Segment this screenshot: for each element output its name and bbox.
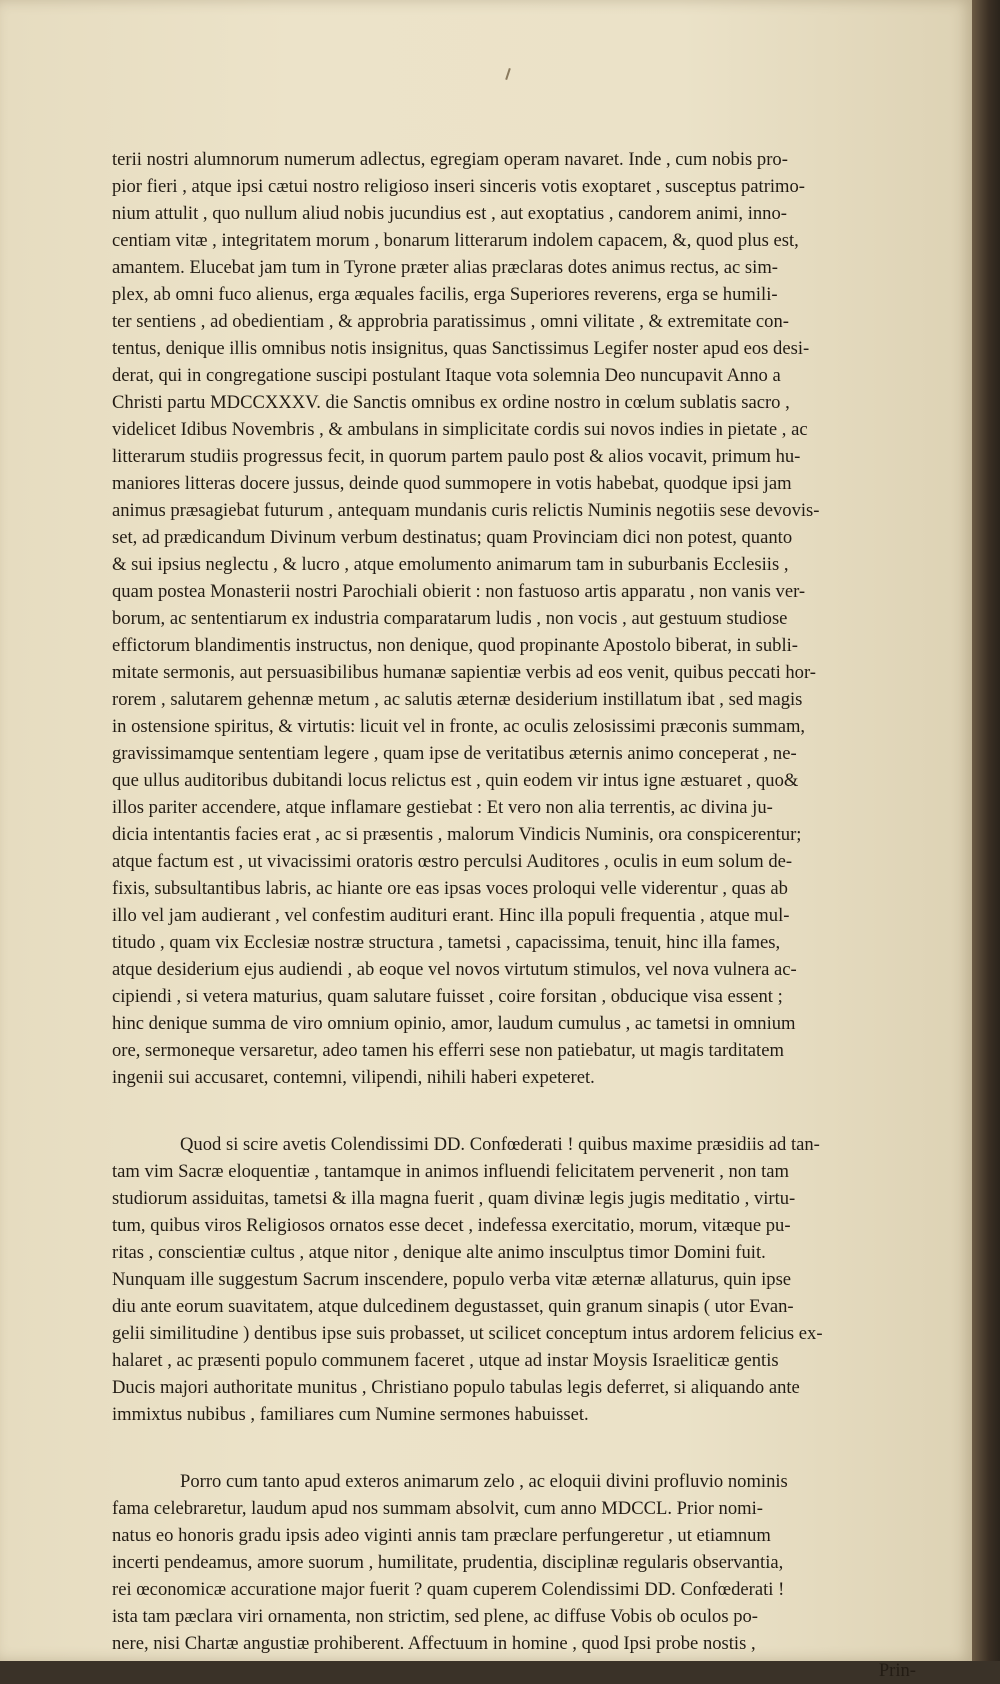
ink-mark [505, 68, 511, 80]
text-line: tum, quibus viros Religiosos ornatos esse decet , indefessa exercitatio, morum, vitæque pu- [112, 1215, 791, 1236]
text-line: immixtus nubibus , familiares cum Numine sermones habuisset. [112, 1404, 589, 1425]
text-line: Quod si scire avetis Colendissimi DD. Confœderati ! quibus maxime præsidiis ad tan- [180, 1134, 820, 1155]
text-line: litterarum studiis progressus fecit, in quorum partem paulo post & alios vocavit, primum hu- [112, 446, 801, 467]
text-line: set, ad prædicandum Divinum verbum destinatus; quam Provinciam dici non potest, quanto [112, 527, 793, 548]
text-line: maniores litteras docere jussus, deinde quod summopere in votis habebat, quodque ipsi jam [112, 473, 792, 494]
paragraph-3 [112, 1468, 920, 1657]
text-line: fama celebraretur, laudum apud nos summam absolvit, cum anno MDCCL. Prior nomi- [112, 1498, 763, 1519]
text-line: diu ante eorum suavitatem, atque dulcedinem degustasset, quin granum sinapis ( utor Evan- [112, 1296, 794, 1317]
text-line: pior fieri , atque ipsi cætui nostro religioso inseri sinceris votis exoptaret , susceptus patrimo- [112, 176, 805, 197]
text-line: rorem , salutarem gehennæ metum , ac salutis æternæ desiderium instillatum ibat , sed magis [112, 689, 803, 710]
text-line: ore, sermoneque versaretur, adeo tamen his efferri sese non patiebatur, ut magis tarditatem [112, 1040, 784, 1061]
text-line: quam postea Monasterii nostri Parochiali obierit : non fastuoso artis apparatu , non vanis ver- [112, 581, 806, 602]
text-line: mitate sermonis, aut persuasibilibus humanæ sapientiæ verbis ad eos venit, quibus peccati hor- [112, 662, 816, 683]
body-text [112, 146, 920, 1684]
text-line: halaret , ac præsenti populo communem faceret , utque ad instar Moysis Israeliticæ gentis [112, 1350, 779, 1371]
text-line: & sui ipsius neglectu , & lucro , atque emolumento animarum tam in suburbanis Ecclesiis , [112, 554, 789, 575]
text-line: dicia intentantis facies erat , ac si præsentis , malorum Vindicis Numinis, ora conspicerentur; [112, 824, 802, 845]
text-line: ter sentiens , ad obedientiam , & approbria paratissimus , omni vilitate , & extremitate con- [112, 311, 789, 332]
text-line: studiorum assiduitas, tametsi & illa magna fuerit , quam divinæ legis jugis meditatio , virtu- [112, 1188, 796, 1209]
text-line: atque desiderium ejus audiendi , ab eoque vel novos virtutum stimulos, vel nova vulnera ac- [112, 959, 797, 980]
text-line: ingenii sui accusaret, contemni, vilipendi, nihili haberi expeteret. [112, 1067, 595, 1088]
text-line: illo vel jam audierant , vel confestim audituri erant. Hinc illa populi frequentia , atque mul- [112, 905, 790, 926]
text-line: plex, ab omni fuco alienus, erga æquales facilis, erga Superiores reverens, erga se humili- [112, 284, 778, 305]
text-line: Nunquam ille suggestum Sacrum inscendere, populo verba vitæ æternæ allaturus, quin ipse [112, 1269, 792, 1290]
text-line: que ullus auditoribus dubitandi locus relictus est , quin eodem vir intus igne æstuaret , quo& [112, 770, 799, 791]
paragraph-2 [112, 1131, 920, 1428]
text-line: natus eo honoris gradu ipsis adeo viginti annis tam præclare perfungeretur , ut etiamnum [112, 1525, 771, 1546]
text-line: cipiendi , si vetera maturius, quam salutare fuisset , coire forsitan , obducique visa essent ; [112, 986, 783, 1007]
book-binding-edge [972, 0, 1000, 1661]
text-line: rei œconomicæ accuratione major fuerit ? quam cuperem Colendissimi DD. Confœderati ! [112, 1579, 785, 1600]
text-line: derat, qui in congregatione suscipi postulant Itaque vota solemnia Deo nuncupavit Anno a [112, 365, 781, 386]
text-line: terii nostri alumnorum numerum adlectus, egregiam operam navaret. Inde , cum nobis pro- [112, 149, 788, 170]
text-line: gravissimamque sententiam legere , quam ipse de veritatibus æternis animo conceperat , ne- [112, 743, 797, 764]
text-line: tentus, denique illis omnibus notis insignitus, quas Sanctissimus Legifer noster apud eos desi- [112, 338, 810, 359]
text-line: borum, ac sententiarum ex industria comparatarum ludis , non vocis , aut gestuum studiose [112, 608, 788, 629]
text-line: gelii similitudine ) dentibus ipse suis probasset, ut scilicet conceptum intus ardorem felicius ex- [112, 1323, 823, 1344]
text-line: effictorum blandimentis instructus, non denique, quod propinante Apostolo biberat, in subli- [112, 635, 798, 656]
text-line: animus præsagiebat futurum , antequam mundanis curis relictis Numinis negotiis sese devovis- [112, 500, 820, 521]
text-line: tam vim Sacræ eloquentiæ , tantamque in animos influendi felicitatem pervenerit , non tam [112, 1161, 789, 1182]
text-line: Christi partu MDCCXXXV. die Sanctis omnibus ex ordine nostro in cœlum sublatis sacro , [112, 392, 790, 413]
text-line: titudo , quam vix Ecclesiæ nostræ structura , tametsi , capacissima, tenuit, hinc illa fames, [112, 932, 781, 953]
text-line: nium attulit , quo nullum aliud nobis jucundius est , aut exoptatius , candorem animi, inno- [112, 203, 787, 224]
text-line: centiam vitæ , integritatem morum , bonarum litterarum indolem capacem, &, quod plus est, [112, 230, 799, 251]
text-line: illos pariter accendere, atque inflamare gestiebat : Et vero non alia terrentis, ac divina ju- [112, 797, 773, 818]
text-line: nere, nisi Chartæ angustiæ prohiberent. Affectuum in homine , quod Ipsi probe nostis , [112, 1633, 756, 1654]
text-line: ista tam pæclara viri ornamenta, non strictim, sed plene, ac diffuse Vobis ob oculos po- [112, 1606, 758, 1627]
text-line: in ostensione spiritus, & virtutis: licuit vel in fronte, ac oculis zelosissimi præconis summam, [112, 716, 806, 737]
text-line: amantem. Elucebat jam tum in Tyrone præter alias præclaras dotes animus rectus, ac sim- [112, 257, 778, 278]
text-line: ritas , conscientiæ cultus , atque nitor , denique alte animo insculptus timor Domini fuit. [112, 1242, 766, 1263]
text-line: incerti pendeamus, amore suorum , humilitate, prudentia, disciplinæ regularis observantia, [112, 1552, 784, 1573]
text-line: Ducis majori authoritate munitus , Christiano populo tabulas legis deferret, si aliquando ante [112, 1377, 800, 1398]
text-line: Porro cum tanto apud exteros animarum zelo , ac eloquii divini profluvio nominis [180, 1471, 788, 1492]
text-line: hinc denique summa de viro omnium opinio, amor, laudum cumulus , ac tametsi in omnium [112, 1013, 796, 1034]
paragraph-1 [112, 146, 920, 1091]
text-line: atque factum est , ut vivacissimi oratoris œstro perculsi Auditores , oculis in eum solum de- [112, 851, 793, 872]
text-line: videlicet Idibus Novembris , & ambulans in simplicitate cordis sui novos indies in pietate , ac [112, 419, 808, 440]
catchword: Prin- [878, 1660, 916, 1681]
text-line: fixis, subsultantibus labris, ac hiante ore eas ipsas voces proloqui velle viderentur , quas ab [112, 878, 788, 899]
